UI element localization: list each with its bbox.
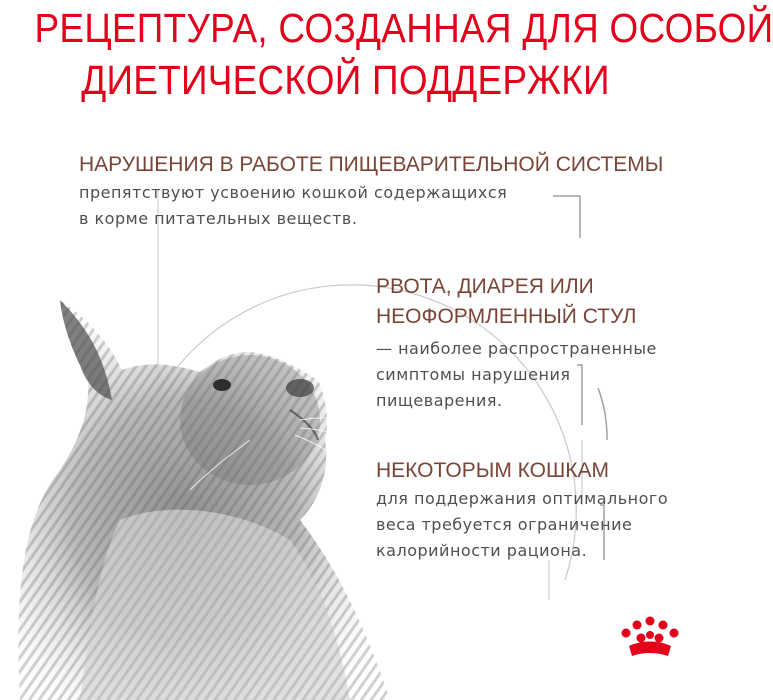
block-2-heading-line: РВОТА, ДИАРЕЯ ИЛИ <box>376 275 594 298</box>
block-2-body-line: — наиболее распространенные <box>376 339 657 358</box>
block-3-heading <box>376 456 609 486</box>
block-1-body-line: препятствуют усвоению кошкой содержащихся <box>79 183 508 202</box>
title-line-1: РЕЦЕПТУРА, СОЗДАННАЯ ДЛЯ ОСОБОЙ <box>34 5 773 51</box>
block-3-body-line: для поддержания оптимального <box>376 489 669 508</box>
block-2-heading <box>376 272 636 332</box>
block-2-body-line: симптомы нарушения <box>376 365 571 384</box>
block-1-body-line: в корме питательных веществ. <box>79 209 358 228</box>
block-1-body <box>79 180 507 232</box>
block-1-heading <box>79 150 663 180</box>
royal-canin-crown-logo <box>617 616 683 660</box>
block-3-body <box>376 486 668 564</box>
block-3-heading-line: НЕКОТОРЫМ КОШКАМ <box>376 459 609 482</box>
block-3-body-line: калорийности рациона. <box>376 541 588 560</box>
block-3-body-line: веса требуется ограничение <box>376 515 633 534</box>
block-2-body-line: пищеварения. <box>376 391 503 410</box>
block-2-heading-line: НЕОФОРМЛЕННЫЙ СТУЛ <box>376 305 637 328</box>
block-1-heading-line: НАРУШЕНИЯ В РАБОТЕ ПИЩЕВАРИТЕЛЬНОЙ СИСТЕМЫ <box>79 153 664 176</box>
title-line-2: ДИЕТИЧЕСКОЙ ПОДДЕРЖКИ <box>81 57 610 103</box>
block-2-body <box>376 336 657 414</box>
